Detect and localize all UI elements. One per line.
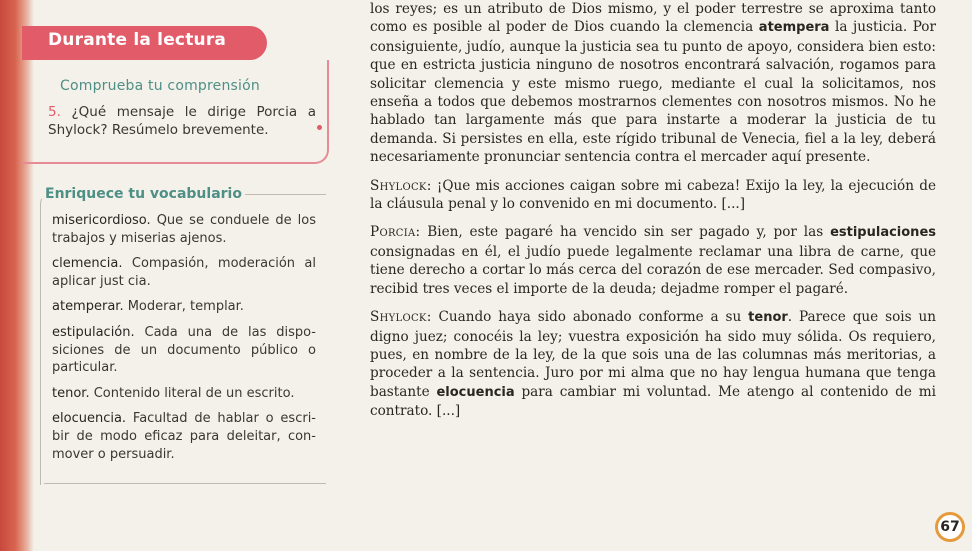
vocabulary-box-bottom-rule: [44, 483, 326, 484]
bullet-dot-icon: [317, 125, 322, 130]
highlighted-term: atempera: [758, 20, 830, 36]
vocab-term: tenor.: [52, 385, 90, 401]
highlighted-term: tenor: [748, 310, 788, 326]
vocabulary-title: Enriquece tu vocabulario: [42, 186, 245, 202]
vocab-term: misericordioso.: [52, 213, 151, 228]
vocab-definition: Que se conduele de los trabajos y miserias ajenos.: [52, 213, 316, 246]
vocab-entry: [52, 385, 316, 403]
text-run: Bien, este pagaré ha vencido sin ser pagado y, por las: [420, 224, 831, 241]
text-run: consignadas en él, el judío puede legalmente reclamar una libra de carne, que tiene derecho a cortar lo más cerca del corazón de ese mercader. Sed compasivo, recibid tres veces el importe de la deuda; dejadme romper el pagaré.: [370, 243, 936, 297]
main-text: [370, 0, 936, 431]
paragraph-shylock-2: [370, 308, 936, 420]
speaker-name: Shylock:: [370, 177, 432, 194]
text-run: para cambiar mi voluntad. Me atengo al contenido de mi contrato. [...]: [370, 383, 936, 420]
highlighted-term: elocuencia: [436, 384, 515, 400]
vocab-definition: Compasión, moderación al aplicar just cia.: [52, 256, 316, 289]
vocab-entry: [52, 410, 316, 463]
text-run: Cuando haya sido abonado conforme a su: [431, 309, 749, 326]
vocab-definition: Moderar, templar.: [127, 299, 244, 315]
comprehension-question: [48, 103, 316, 139]
vocab-entry: [52, 298, 316, 316]
paragraph-porcia-2: [370, 223, 936, 298]
vocab-entry: [52, 255, 316, 290]
vocab-term: estipulación.: [52, 324, 135, 340]
section-banner-title: Durante la lectura: [48, 30, 227, 50]
vocab-entry: [52, 324, 316, 377]
vocab-entry: [52, 212, 316, 247]
text-run: los reyes; es un atributo de Dios mismo, y el poder terrestre se aproxima tanto como es posible al poder de Dios cuando la clemencia: [370, 1, 936, 36]
vocab-definition: Cada una de las dispo-siciones de un documento público o particular.: [52, 324, 316, 376]
text-run: la justicia. Por consiguiente, judío, aunque la justicia sea tu punto de apoyo, considera bien esto: que en estricta justicia ninguno de nosotros encontrará salvación, rogamos para solicitar clemencia y este mismo ruego, mediante el cual la solicitamos, nos enseña a todos que debemos mostrarnos clementes con nosotros mismos. No he hablado tan largamente más que para instarte a moderar la justicia de tu demanda. Si persistes en ella, este rígido tribunal de Venecia, fiel a la ley, deberá necesariamente pronunciar sentencia contra el mercader aquí presente.: [370, 19, 936, 166]
text-run: ¡Que mis acciones caigan sobre mi cabeza! Exijo la ley, la ejecución de la cláusula penal y lo convenido en mi documento. [...]: [370, 177, 936, 213]
text-run: . Parece que sois un digno juez; conocéis la ley; vuestra exposición ha sido muy sólida. Os requiero, pues, en nombre de la ley, de la que sois una de las columnas más meritorias, a proceder a la sentencia. Juro por mi alma que no hay lengua humana que tenga bastante: [370, 309, 936, 400]
question-text: ¿Qué mensaje le dirige Porcia a Shylock? Resúmelo brevemente.: [48, 104, 316, 138]
vocabulary-list: [52, 212, 316, 471]
paragraph-shylock-1: [370, 177, 936, 214]
comprehension-label: Comprueba tu comprensión: [60, 78, 260, 94]
vocab-term: clemencia.: [52, 256, 123, 272]
vocab-term: atemperar.: [52, 299, 124, 315]
question-number: 5.: [48, 104, 61, 120]
paragraph-porcia-speech: [370, 0, 936, 167]
highlighted-term: estipulaciones: [830, 225, 936, 241]
vocab-term: elocuencia.: [52, 411, 127, 427]
speaker-name: Porcia:: [370, 224, 421, 241]
vocab-definition: Facultad de hablar o escri-bir de modo eficaz para deleitar, con-mover o persuadir.: [52, 411, 316, 462]
page-number: 67: [935, 512, 965, 542]
vocab-definition: Contenido literal de un escrito.: [93, 385, 295, 401]
speaker-name: Shylock:: [370, 309, 432, 326]
